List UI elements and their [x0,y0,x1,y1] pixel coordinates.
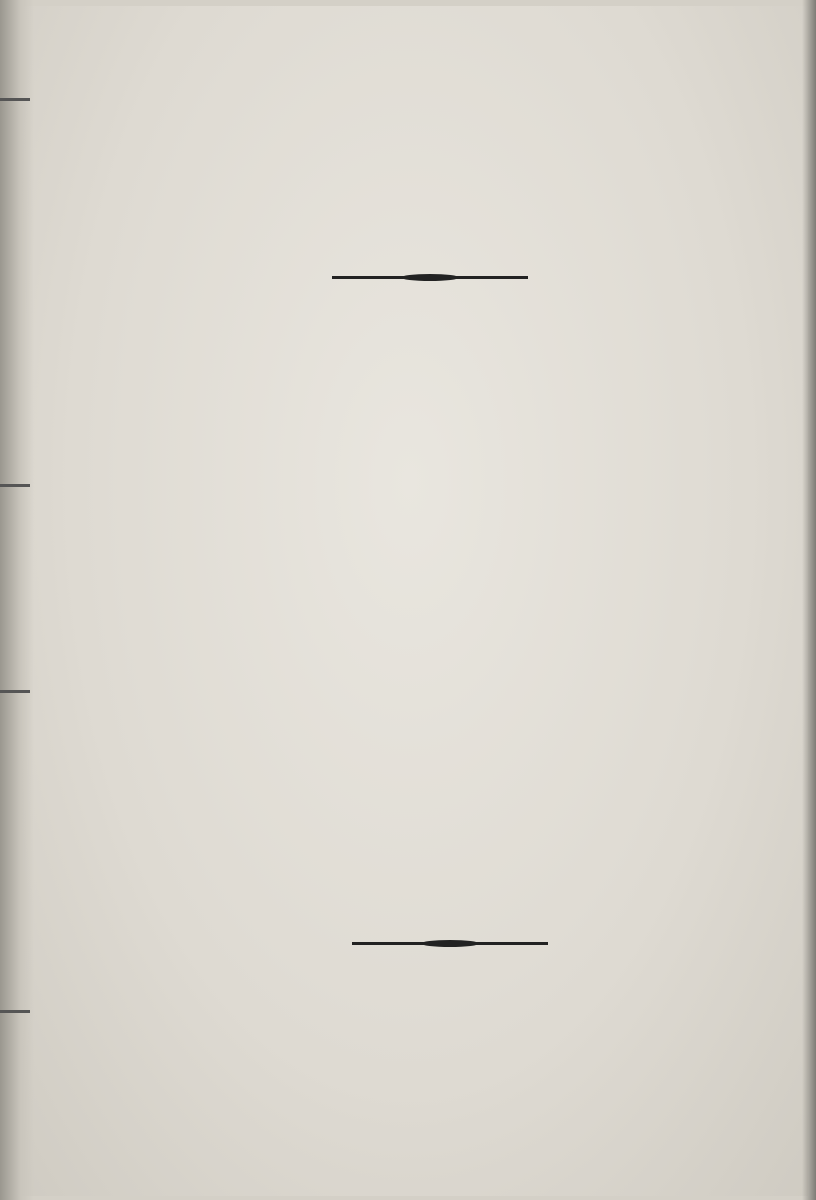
section-rule [332,276,528,279]
book-page [12,6,808,1196]
binding-mark [0,1010,30,1013]
page-edge-shadow [802,0,816,1200]
book-spine-shadow [0,0,34,1200]
binding-mark [0,484,30,487]
binding-mark [0,98,30,101]
binding-mark [0,690,30,693]
section-rule [352,942,548,945]
